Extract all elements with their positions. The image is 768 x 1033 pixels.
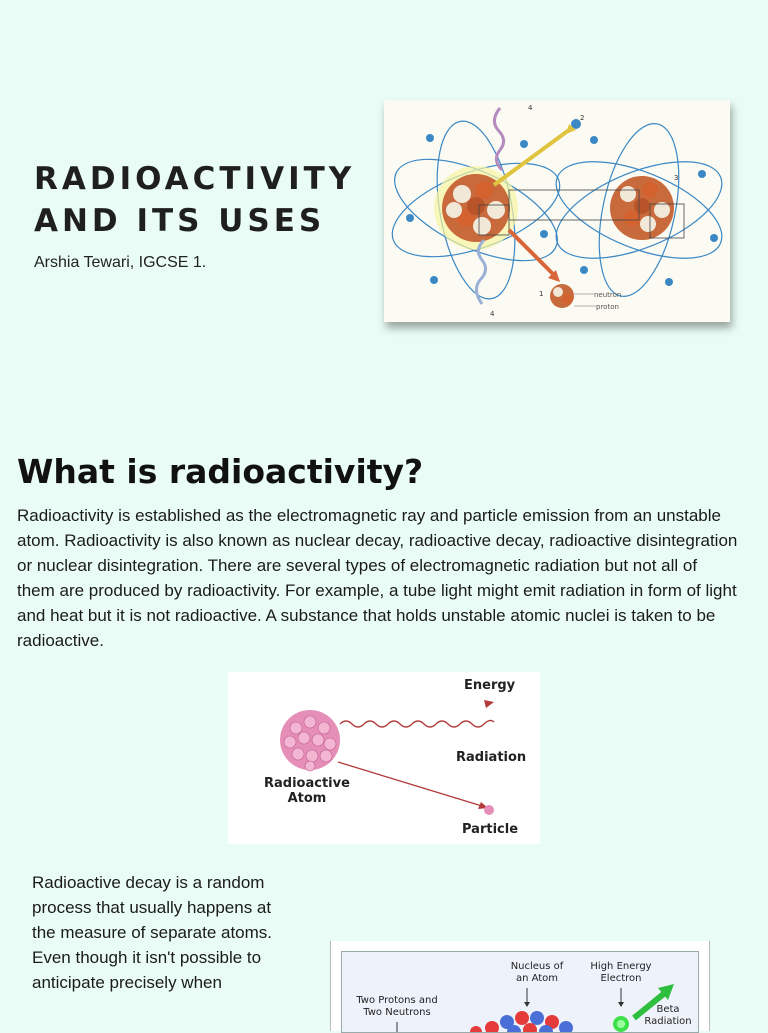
section-heading: What is radioactivity? — [17, 452, 424, 491]
energy-label: Energy — [464, 678, 516, 693]
page-title — [34, 158, 364, 242]
decay-diagram-svg — [342, 952, 698, 1032]
title-line-1: RADIOACTIVITY — [34, 161, 356, 197]
atom-fission-svg — [384, 100, 730, 322]
decay-paragraph: Radioactive decay is a random process that usually happens at the measure of separate atoms. Even though it isn't possible to anticipate precisely when — [32, 873, 273, 992]
radiation-diagram — [228, 672, 540, 844]
particle-label: Particle — [462, 822, 519, 837]
intro-paragraph: Radioactivity is established as the electromagnetic ray and particle emission from an unstable atom. Radioactivity is also known as nuclear decay, radioactive decay, radioactive disintegration or nuclear disintegration. There are several types of electromagnetic radiation but not all of them are produced by radioactivity. For example, a tube light might emit radiation in form of light and heat but it is not radioactive. A substance that holds unstable atomic nuclei is taken to be radioactive. — [17, 506, 738, 650]
title-line-2: AND ITS USES — [34, 203, 326, 239]
label-4-top: 4 — [528, 104, 533, 112]
label-2: 2 — [580, 114, 585, 122]
label-1: 1 — [539, 290, 544, 298]
label-4-bottom: 4 — [490, 310, 495, 318]
label-3: 3 — [674, 174, 679, 182]
neutron-label: neutron — [594, 291, 622, 299]
protons-neutrons-label: Two Protons and Two Neutrons — [356, 995, 438, 1018]
nucleus-left — [442, 174, 510, 242]
radioactive-atom-label: Radioactive Atom — [264, 776, 350, 806]
atom-fission-illustration — [384, 100, 730, 322]
decay-diagram-panel — [341, 951, 699, 1033]
nucleus-right — [610, 176, 674, 240]
radiation-label: Radiation — [456, 750, 527, 765]
beta-radiation-label: Beta Radiation — [644, 1004, 692, 1027]
decay-diagram — [330, 941, 710, 1031]
author-line: Arshia Tewari, IGCSE 1. — [34, 254, 207, 271]
nucleus-label: Nucleus of an Atom — [510, 961, 564, 984]
proton-label: proton — [596, 303, 619, 311]
electron-label: High Energy Electron — [590, 961, 652, 984]
